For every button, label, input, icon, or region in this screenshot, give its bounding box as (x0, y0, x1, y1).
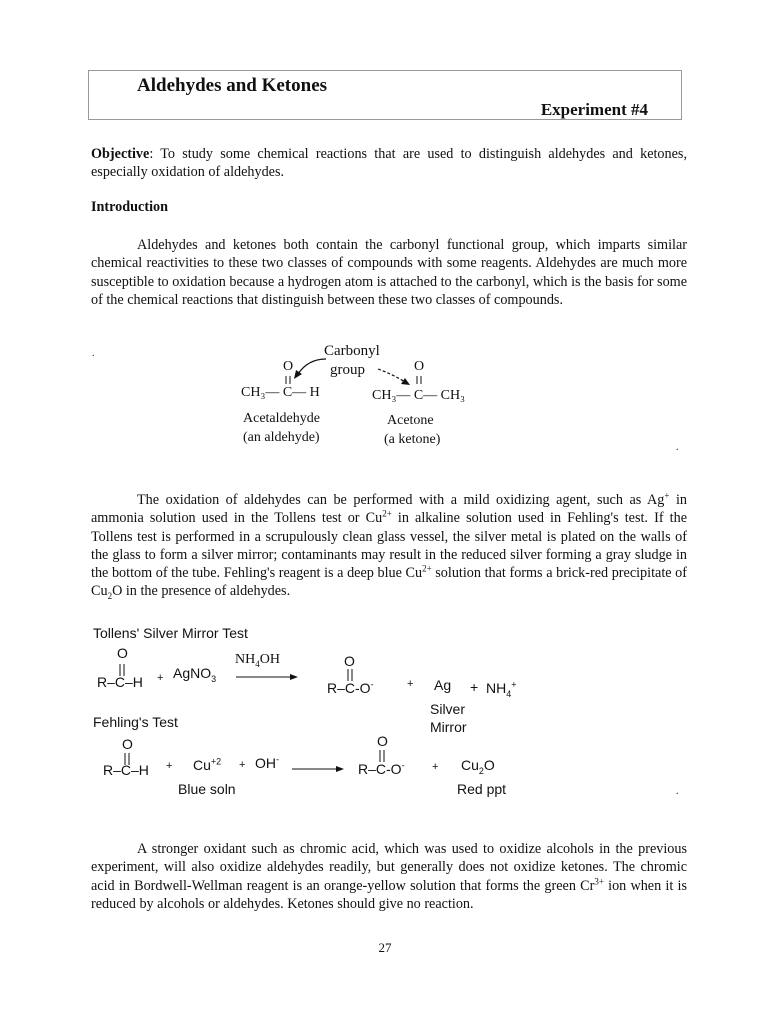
objective-label: Objective (91, 146, 150, 162)
condition-text: NH (235, 652, 256, 667)
mirror-label: Mirror (430, 719, 467, 735)
nh4-text: NH (486, 680, 507, 696)
fehling-oxygen-2: O (377, 733, 388, 749)
para2-text-3: in alkaline solution used in Fehling's test. If the Tollens test is performed in a scrupulously clean glass vessel, the silver metal is plated on the walls of the glass to form a silver mirror; contaminants may result in the reduced silver forming a gray sludge in the bottom of the tube. Fehling's reagent is a deep blue Cu (91, 510, 687, 582)
cr-charge: 3+ (594, 875, 604, 886)
fehling-product-text: R–C-O (358, 761, 402, 777)
agno3-subscript: 3 (211, 673, 217, 684)
nh4-charge: + (511, 679, 517, 690)
page-title: Aldehydes and Ketones (137, 75, 328, 96)
page-number: 27 (378, 940, 392, 955)
para2-text-2: in ammonia solution used in the Tollens test or Cu (91, 492, 687, 527)
condition-tail: OH (259, 652, 280, 667)
cu-text: Cu (193, 757, 211, 773)
fehling-title: Fehling's Test (93, 714, 178, 730)
fehling-oxygen-1: O (122, 736, 133, 752)
acetaldehyde-formula: CH₃— C— H (241, 385, 320, 400)
objective-paragraph (91, 145, 687, 182)
intro-paragraph: Aldehydes and ketones both contain the carbonyl functional group, which imparts similar chemical reactivities to these two classes of compounds with some reagents. Aldehydes are much more susceptible to oxidation because a hydrogen atom is attached to the carbonyl, which is the basis for some of the chemical reactions that distinguish between these two classes of compounds. (91, 237, 687, 308)
cu-sup: +2 (210, 756, 222, 767)
tollens-product-charge: - (370, 679, 374, 690)
group-label: group (330, 362, 365, 378)
fehling-plus-3: + (432, 761, 439, 773)
silver-ag: Ag (434, 677, 452, 693)
margin-dot: . (676, 786, 679, 797)
condition-subscript: 4 (255, 658, 260, 669)
cu2o-text-a: Cu (461, 757, 479, 773)
nh4-subscript: 4 (506, 688, 512, 699)
acetone-oxygen: O (414, 359, 425, 374)
experiment-number: Experiment #4 (540, 100, 648, 119)
margin-dot: . (676, 442, 679, 453)
para2-text-4: solution that forms a brick-red precipitate of Cu (91, 565, 687, 600)
tollens-plus-2: + (407, 678, 414, 690)
objective-text: : To study some chemical reactions that are used to distinguish aldehydes and ketones, especially oxidation of aldehydes. (91, 146, 687, 181)
para3-text-1: A stronger oxidant such as chromic acid, which was used to oxidize alcohols in the previous experiment, will also oxidize aldehydes readily, but generally does not oxidize ketones. The chromic acid in Bordwell-Wellman reagent is an orange-yellow solution that forms the green Cr (91, 841, 687, 894)
acetaldehyde-class: (an aldehyde) (243, 430, 320, 445)
silver-label: Silver (430, 701, 466, 717)
fehling-reactant: R–C–H (103, 762, 149, 778)
fehling-product-charge: - (401, 760, 405, 771)
oxidation-paragraph (91, 491, 687, 601)
carbonyl-label: Carbonyl (324, 343, 380, 359)
red-ppt-label: Red ppt (457, 781, 507, 797)
cu2o-text-b: O (483, 757, 495, 773)
oh-text: OH (255, 755, 276, 771)
tollens-plus-1: + (157, 672, 164, 684)
introduction-heading: Introduction (91, 199, 168, 215)
oh-charge: - (276, 754, 279, 765)
agno3-text: AgNO (173, 665, 212, 681)
ag-charge: + (664, 490, 670, 501)
cu2o-sub: 2 (478, 765, 484, 776)
acetone-formula: CH₃— C— CH₃ (372, 388, 465, 403)
tollens-reactant: R–C–H (97, 674, 143, 690)
tollens-title: Tollens' Silver Mirror Test (93, 625, 248, 641)
cu2o-subscript: 2 (107, 591, 113, 602)
acetaldehyde-name: Acetaldehyde (243, 411, 320, 426)
reaction-scheme-lines (0, 600, 770, 800)
fehling-plus-2: + (239, 759, 246, 771)
para2-text-1: The oxidation of aldehydes can be performed with a mild oxidizing agent, such as Ag (137, 492, 665, 508)
tollens-oxygen-1: O (117, 645, 128, 661)
acetone-name: Acetone (387, 413, 434, 428)
tollens-product-text: R–C-O (327, 680, 371, 696)
margin-dot: . (92, 348, 95, 359)
para3-text-2: ion when it is reduced by alcohols or aldehydes. Ketones should give no reaction. (91, 877, 687, 912)
tollens-oxygen-2: O (344, 653, 355, 669)
acetaldehyde-oxygen: O (283, 359, 294, 374)
para2-text-5: O in the presence of aldehydes. (112, 583, 291, 600)
tollens-plus-3: + (470, 679, 479, 695)
cu-charge: 2+ (422, 563, 432, 574)
acetone-class: (a ketone) (384, 432, 441, 447)
chromic-acid-paragraph (91, 840, 687, 913)
fehling-plus-1: + (166, 760, 173, 772)
cu-charge: 2+ (382, 508, 392, 519)
blue-soln-label: Blue soln (178, 781, 236, 797)
